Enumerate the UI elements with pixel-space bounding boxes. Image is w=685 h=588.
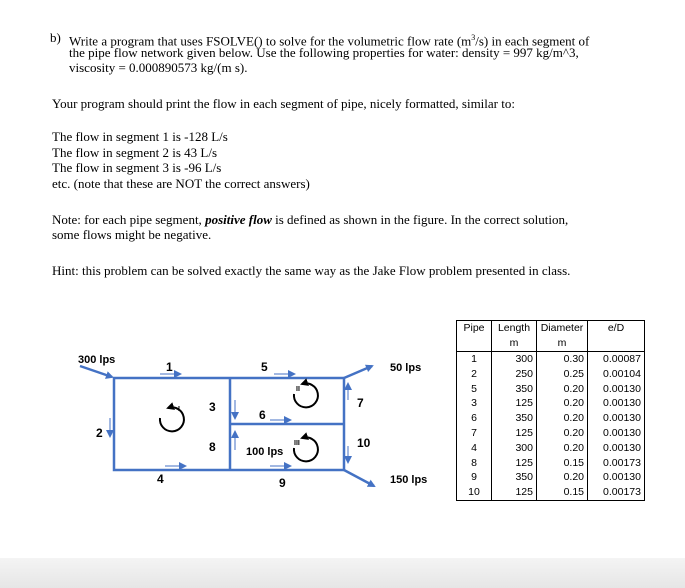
unit-pipe [457, 336, 492, 351]
problem-label: b) [50, 30, 61, 45]
cell-pipe: 2 [457, 366, 492, 381]
outflow-top-arrow [344, 366, 372, 378]
cell-length: 125 [492, 426, 537, 441]
cell-length: 350 [492, 381, 537, 396]
problem-line-1-end: /s) in each segment of [475, 33, 590, 49]
outflow-bottom-label: 150 lps [390, 474, 428, 486]
segment-label-1: 1 [166, 360, 173, 374]
pipe-segments [114, 378, 344, 470]
table-row [457, 426, 645, 441]
table-row [457, 351, 645, 366]
outflow-top-label: 50 lps [390, 362, 422, 374]
table-header-row [457, 321, 645, 336]
cell-length: 125 [492, 396, 537, 411]
cell-ed: 0.00173 [588, 455, 645, 470]
problem-line-1-text: Write a program that uses FSOLVE() to solve for the volumetric flow rate (m [69, 33, 472, 49]
example-line-2: The flow in segment 2 is 43 L/s [52, 145, 218, 160]
cell-length: 300 [492, 351, 537, 366]
table-row [457, 470, 645, 485]
segment-label-5: 5 [261, 360, 268, 374]
note-suffix: is defined as shown in the figure. In the correct solution, [271, 212, 569, 227]
table-row [457, 455, 645, 470]
table-units-row [457, 336, 645, 351]
segment-label-4: 4 [157, 472, 164, 486]
bottom-bar [0, 558, 685, 588]
hint: Hint: this problem can be solved exactly the same way as the Jake Flow problem presented in class. [52, 263, 571, 278]
unit-length: m [492, 336, 537, 351]
table-row [457, 366, 645, 381]
table-row [457, 381, 645, 396]
cell-pipe: 6 [457, 411, 492, 426]
segment-label-8: 8 [209, 440, 216, 454]
outflow-bottom-arrow [344, 470, 374, 486]
cell-pipe: 8 [457, 455, 492, 470]
cell-length: 350 [492, 470, 537, 485]
inflow-label: 300 lps [78, 354, 116, 366]
loop-label-I: I [178, 406, 180, 413]
cell-length: 300 [492, 440, 537, 455]
segment-label-2: 2 [96, 426, 103, 440]
cell-diameter: 0.20 [537, 440, 588, 455]
table-row [457, 411, 645, 426]
table-row [457, 396, 645, 411]
col-header-length: Length [492, 321, 537, 336]
cell-ed: 0.00104 [588, 366, 645, 381]
cell-pipe: 1 [457, 351, 492, 366]
cell-pipe: 4 [457, 440, 492, 455]
inner-flow-label: 100 lps [246, 446, 284, 458]
loop-label-III: III [294, 440, 300, 447]
cell-pipe: 7 [457, 426, 492, 441]
cell-ed: 0.00130 [588, 470, 645, 485]
problem-line-1-sup: 3 [471, 33, 476, 42]
cell-diameter: 0.20 [537, 381, 588, 396]
cell-length: 350 [492, 411, 537, 426]
cell-length: 125 [492, 455, 537, 470]
instructions-intro: Your program should print the flow in each segment of pipe, nicely formatted, similar to: [52, 96, 515, 111]
pipe-properties-table [456, 320, 645, 501]
cell-ed: 0.00173 [588, 485, 645, 500]
example-line-1: The flow in segment 1 is -128 L/s [52, 129, 228, 144]
note-line-2: some flows might be negative. [52, 227, 212, 242]
cell-pipe: 3 [457, 396, 492, 411]
cell-ed: 0.00130 [588, 381, 645, 396]
cell-diameter: 0.25 [537, 366, 588, 381]
table-row [457, 485, 645, 500]
table-row [457, 440, 645, 455]
cell-pipe: 9 [457, 470, 492, 485]
loop-I-symbol [160, 407, 184, 431]
cell-diameter: 0.20 [537, 426, 588, 441]
cell-ed: 0.00087 [588, 351, 645, 366]
col-header-diameter: Diameter [537, 321, 588, 336]
cell-diameter: 0.30 [537, 351, 588, 366]
cell-diameter: 0.15 [537, 455, 588, 470]
segment-label-7: 7 [357, 396, 364, 410]
problem-line-3: viscosity = 0.000890573 kg/(m s). [69, 60, 248, 75]
note-emphasis: positive flow [205, 212, 272, 227]
segment-label-9: 9 [279, 476, 286, 490]
segment-label-3: 3 [209, 400, 216, 414]
cell-ed: 0.00130 [588, 440, 645, 455]
inflow-arrow [80, 366, 112, 377]
cell-ed: 0.00130 [588, 411, 645, 426]
example-note: etc. (note that these are NOT the correct answers) [52, 176, 310, 191]
cell-diameter: 0.20 [537, 411, 588, 426]
cell-diameter: 0.20 [537, 396, 588, 411]
cell-diameter: 0.20 [537, 470, 588, 485]
cell-ed: 0.00130 [588, 426, 645, 441]
example-line-3: The flow in segment 3 is -96 L/s [52, 160, 222, 175]
col-header-pipe: Pipe [457, 321, 492, 336]
segment-label-10: 10 [357, 436, 371, 450]
problem-line-2: the pipe flow network given below. Use the following properties for water: density = 997 kg/m^3, [69, 45, 579, 60]
loop-label-II: II [296, 386, 300, 393]
cell-pipe: 10 [457, 485, 492, 500]
unit-diameter: m [537, 336, 588, 351]
cell-length: 125 [492, 485, 537, 500]
note-prefix: Note: for each pipe segment, [52, 212, 206, 227]
cell-diameter: 0.15 [537, 485, 588, 500]
col-header-ed: e/D [588, 321, 645, 336]
unit-ed [588, 336, 645, 351]
cell-length: 250 [492, 366, 537, 381]
cell-ed: 0.00130 [588, 396, 645, 411]
cell-pipe: 5 [457, 381, 492, 396]
segment-label-6: 6 [259, 408, 266, 422]
